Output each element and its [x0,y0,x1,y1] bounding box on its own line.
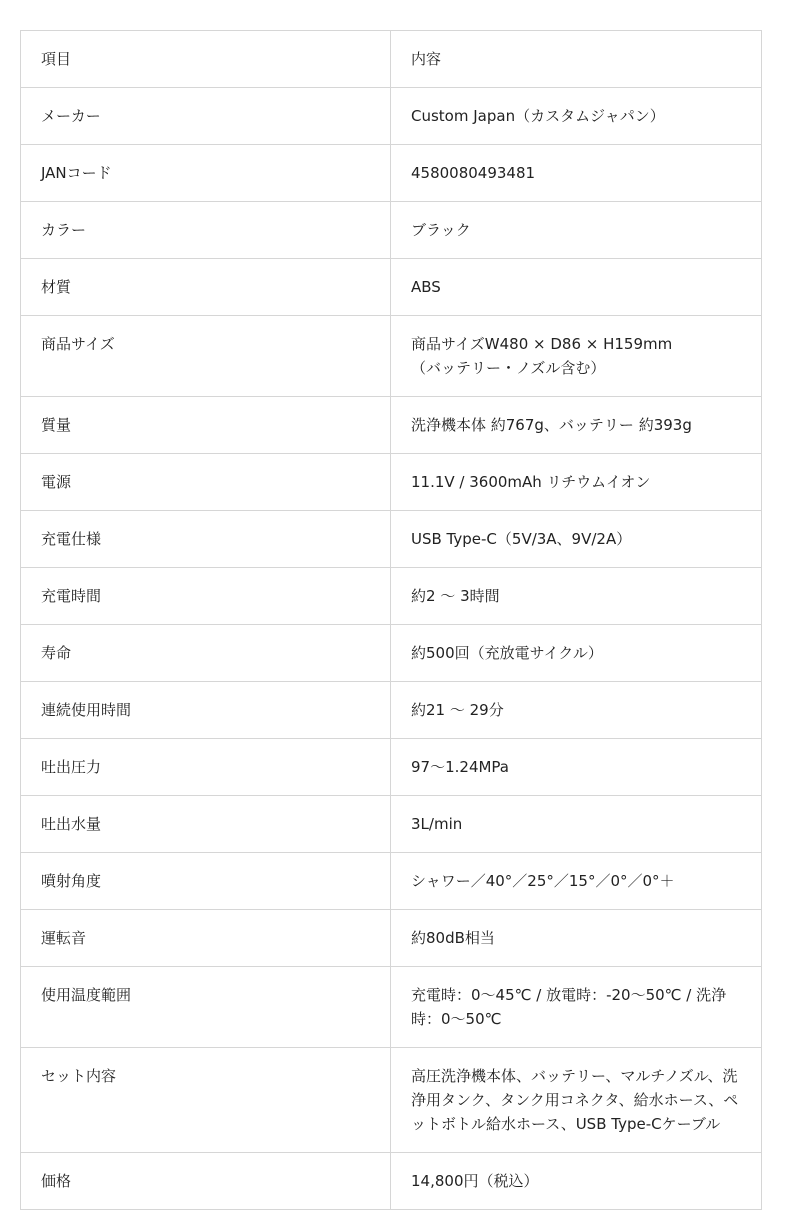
table-row [21,259,762,316]
row-value: 約2 〜 3時間 [391,568,762,625]
table-row [21,202,762,259]
row-label: 吐出圧力 [21,739,391,796]
table-row [21,397,762,454]
row-value: シャワー／40°／25°／15°／0°／0°＋ [391,853,762,910]
row-label: 寿命 [21,625,391,682]
row-value: 洗浄機本体 約767g、バッテリー 約393g [391,397,762,454]
table-row [21,568,762,625]
table-row [21,1048,762,1153]
row-label: 連続使用時間 [21,682,391,739]
row-value: Custom Japan（カスタムジャパン） [391,88,762,145]
table-row [21,316,762,397]
row-label: 運転音 [21,910,391,967]
row-label: 使用温度範囲 [21,967,391,1048]
row-label: 吐出水量 [21,796,391,853]
row-value: 高圧洗浄機本体、バッテリー、マルチノズル、洗浄用タンク、タンク用コネクタ、給水ホース、ペットボトル給水ホース、USB Type-Cケーブル [391,1048,762,1153]
row-value: 14,800円（税込） [391,1153,762,1210]
row-label: カラー [21,202,391,259]
table-row [21,1153,762,1210]
row-label: 価格 [21,1153,391,1210]
row-label: 充電仕様 [21,511,391,568]
row-label: 電源 [21,454,391,511]
row-label: 商品サイズ [21,316,391,397]
row-value: 11.1V / 3600mAh リチウムイオン [391,454,762,511]
row-value: 約500回（充放電サイクル） [391,625,762,682]
row-label: 質量 [21,397,391,454]
row-label: 充電時間 [21,568,391,625]
spec-table [20,30,762,1210]
table-row [21,682,762,739]
row-value: 約21 〜 29分 [391,682,762,739]
row-value: 97〜1.24MPa [391,739,762,796]
spec-table-body [21,31,762,1210]
row-value: 3L/min [391,796,762,853]
row-label: JANコード [21,145,391,202]
row-label: 材質 [21,259,391,316]
table-row [21,853,762,910]
table-row [21,796,762,853]
row-value: USB Type-C（5V/3A、9V/2A） [391,511,762,568]
table-row [21,511,762,568]
row-label: 噴射角度 [21,853,391,910]
row-value: 商品サイズW480 × D86 × H159mm （バッテリー・ノズル含む） [391,316,762,397]
table-row [21,967,762,1048]
table-row [21,910,762,967]
row-value: 約80dB相当 [391,910,762,967]
row-value: 4580080493481 [391,145,762,202]
row-value: ABS [391,259,762,316]
row-value: ブラック [391,202,762,259]
table-row [21,88,762,145]
row-value: 内容 [391,31,762,88]
row-label: セット内容 [21,1048,391,1153]
table-row [21,454,762,511]
table-row [21,145,762,202]
row-label: 項目 [21,31,391,88]
row-value: 充電時：0〜45℃ / 放電時：-20〜50℃ / 洗浄時：0〜50℃ [391,967,762,1048]
row-label: メーカー [21,88,391,145]
table-header-row [21,31,762,88]
table-row [21,625,762,682]
table-row [21,739,762,796]
